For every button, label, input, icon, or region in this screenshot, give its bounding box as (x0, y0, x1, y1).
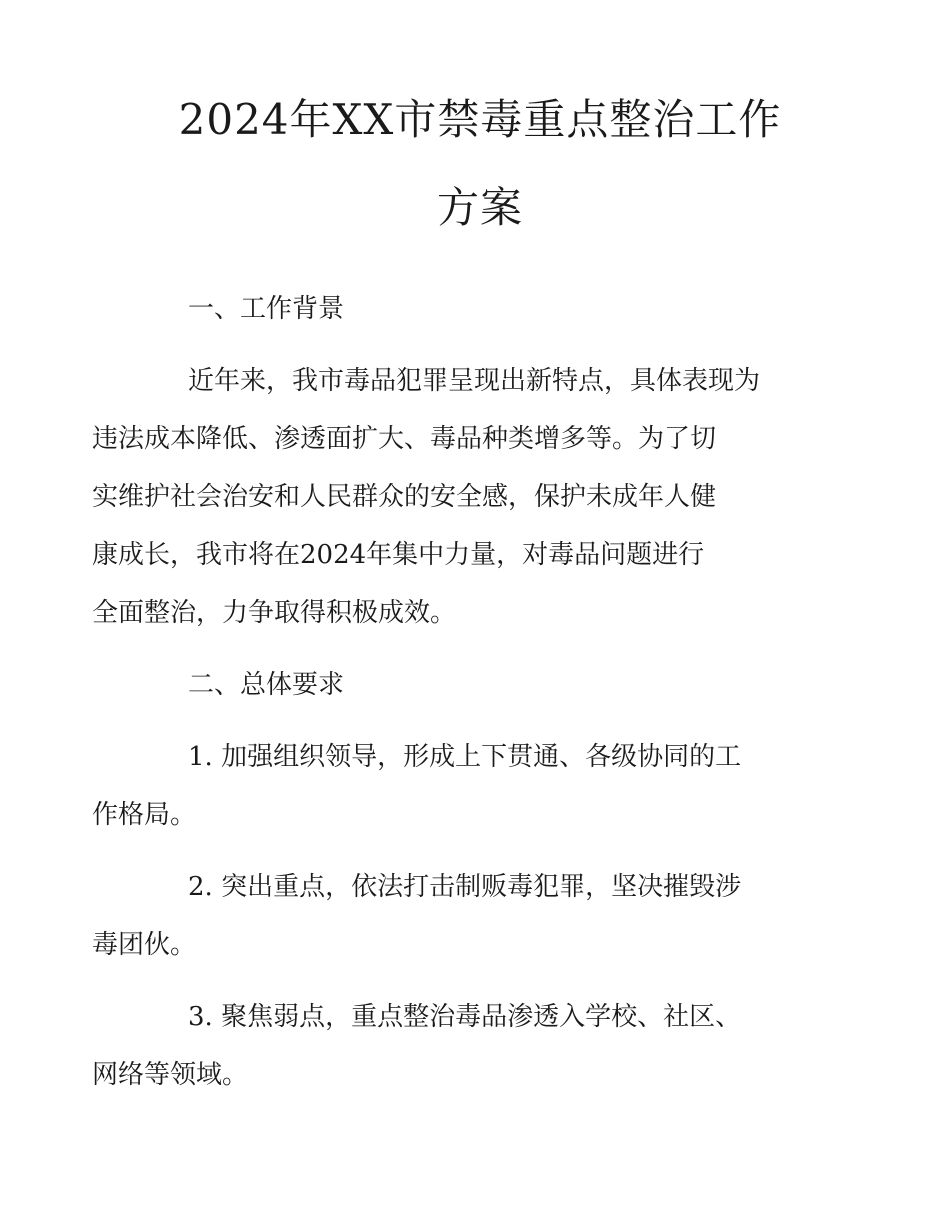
title-line: 方案 (436, 183, 523, 232)
text-line: 全面整治，力争取得积极成效。 (92, 598, 457, 628)
text-line: 实维护社会治安和人民群众的安全感，保护未成年人健 (92, 482, 717, 512)
text-line: 违法成本降低、渗透面扩大、毒品种类增多等。为了切 (92, 424, 717, 454)
text-line: 1. 加强组织领导，形成上下贯通、各级协同的工 (188, 742, 742, 772)
list-item (92, 858, 820, 974)
text-line: 毒团伙。 (92, 930, 197, 960)
body-paragraph (92, 352, 820, 642)
text-line: 一、工作背景 (188, 294, 345, 324)
text-line: 康成长，我市将在2024年集中力量，对毒品问题进行 (92, 540, 705, 570)
list-item (92, 728, 820, 844)
document-title (140, 76, 820, 252)
title-line: 2024年XX市禁毒重点整治工作 (178, 95, 782, 144)
list-item (92, 988, 820, 1104)
text-line: 二、总体要求 (188, 670, 345, 700)
section-heading (140, 280, 820, 338)
text-line: 网络等领域。 (92, 1060, 249, 1090)
section-heading (140, 656, 820, 714)
text-line: 3. 聚焦弱点，重点整治毒品渗透入学校、社区、 (188, 1002, 742, 1032)
text-line: 近年来，我市毒品犯罪呈现出新特点，具体表现为 (188, 366, 761, 396)
text-line: 2. 突出重点，依法打击制贩毒犯罪，坚决摧毁涉 (188, 872, 742, 902)
document-body (92, 280, 820, 1104)
text-line: 作格局。 (92, 800, 197, 830)
